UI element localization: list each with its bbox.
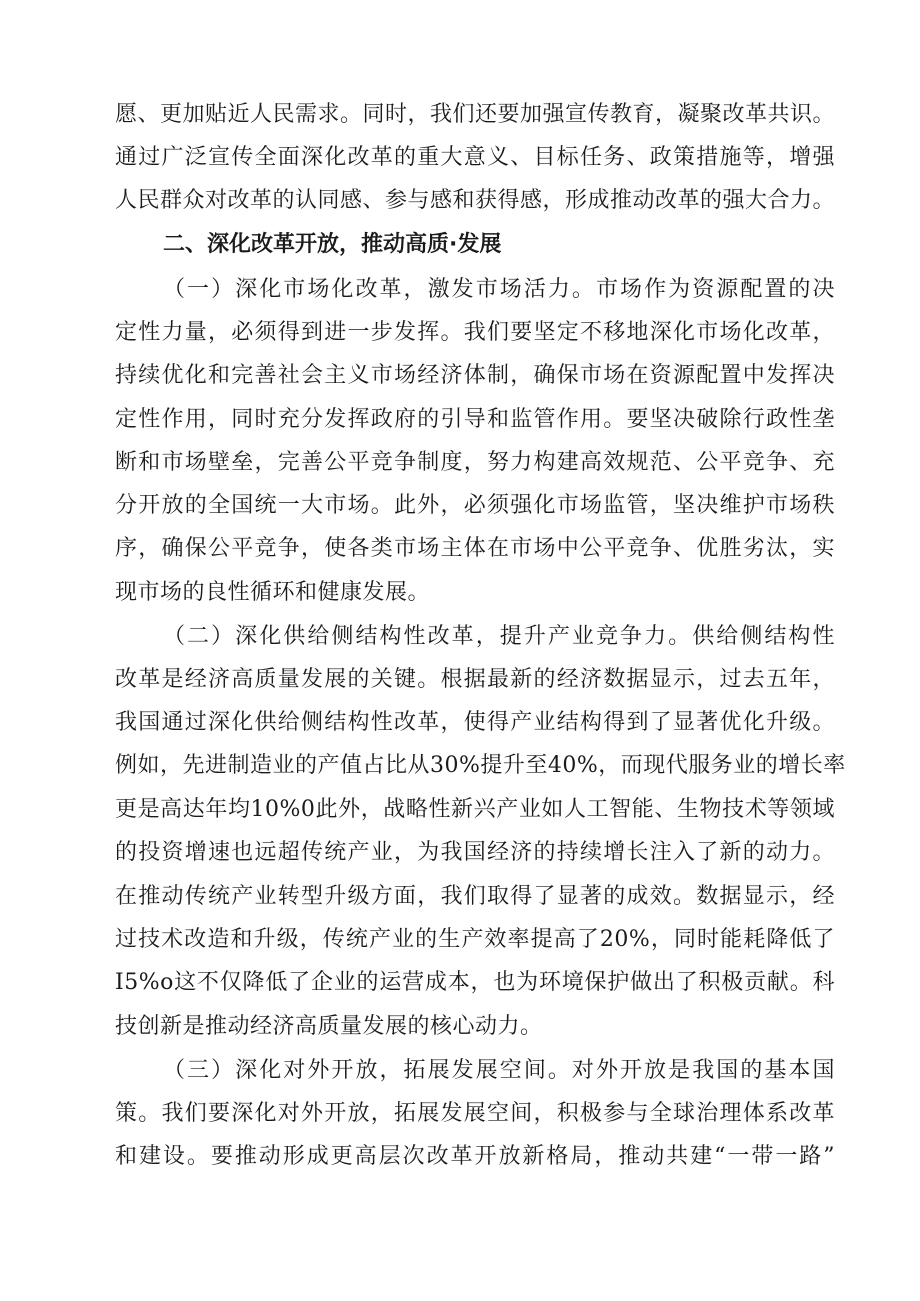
paragraph-line: 在推动传统产业转型升级方面，我们取得了显著的成效。数据显示，经 bbox=[115, 884, 835, 909]
paragraph-line: （一）深化市场化改革，激发市场活力。市场作为资源配置的决 bbox=[163, 277, 835, 302]
paragraph-line: 过技术改造和升级，传统产业的生产效率提高了20%，同时能耗降低了 bbox=[115, 927, 835, 952]
section-heading: 二、深化改革开放，推动高质·发展 bbox=[163, 232, 502, 257]
paragraph-line: 改革是经济高质量发展的关键。根据最新的经济数据显示，过去五年， bbox=[115, 667, 835, 692]
paragraph-line: （二）深化供给侧结构性改革，提升产业竞争力。供给侧结构性 bbox=[163, 624, 835, 649]
paragraph-line: 的投资增速也远超传统产业，为我国经济的持续增长注入了新的动力。 bbox=[115, 840, 835, 865]
paragraph-line: 持续优化和完善社会主义市场经济体制，确保市场在资源配置中发挥决 bbox=[115, 363, 835, 388]
paragraph-line: 分开放的全国统一大市场。此外，必须强化市场监管，坚决维护市场秩 bbox=[115, 493, 835, 518]
paragraph-line: 定性力量，必须得到进一步发挥。我们要坚定不移地深化市场化改革， bbox=[115, 320, 835, 345]
paragraph-line: I5%o这不仅降低了企业的运营成本，也为环境保护做出了积极贡献。科 bbox=[115, 970, 835, 995]
paragraph-line: 我国通过深化供给侧结构性改革，使得产业结构得到了显著优化升级。 bbox=[115, 710, 835, 735]
paragraph-line: 策。我们要深化对外开放，拓展发展空间，积极参与全球治理体系改革 bbox=[115, 1101, 835, 1126]
paragraph-line: （三）深化对外开放，拓展发展空间。对外开放是我国的基本国 bbox=[163, 1058, 835, 1083]
paragraph-line: 序，确保公平竞争，使各类市场主体在市场中公平竞争、优胜劣汰，实 bbox=[115, 536, 835, 561]
paragraph-line: 定性作用，同时充分发挥政府的引导和监管作用。要坚决破除行政性垄 bbox=[115, 407, 835, 432]
paragraph-line: 现市场的良性循环和健康发展。 bbox=[115, 580, 431, 605]
paragraph-line: 和建设。要推动形成更高层次改革开放新格局，推动共建“一带一路” bbox=[115, 1144, 835, 1169]
paragraph-line: 技创新是推动经济高质量发展的核心动力。 bbox=[115, 1014, 543, 1039]
paragraph-line: 更是高达年均10%0此外，战略性新兴产业如人工智能、生物技术等领域 bbox=[115, 797, 835, 822]
paragraph-line: 断和市场壁垒，完善公平竞争制度，努力构建高效规范、公平竞争、充 bbox=[115, 450, 835, 475]
paragraph-line: 愿、更加贴近人民需求。同时，我们还要加强宣传教育，凝聚改革共识。 bbox=[115, 102, 836, 127]
paragraph-line: 通过广泛宣传全面深化改革的重大意义、目标任务、政策措施等，增强 bbox=[115, 145, 835, 170]
paragraph-line: 例如，先进制造业的产值占比从30%提升至40%，而现代服务业的增长率 bbox=[115, 753, 846, 778]
paragraph-line: 人民群众对改革的认同感、参与感和获得感，形成推动改革的强大合力。 bbox=[115, 188, 836, 213]
